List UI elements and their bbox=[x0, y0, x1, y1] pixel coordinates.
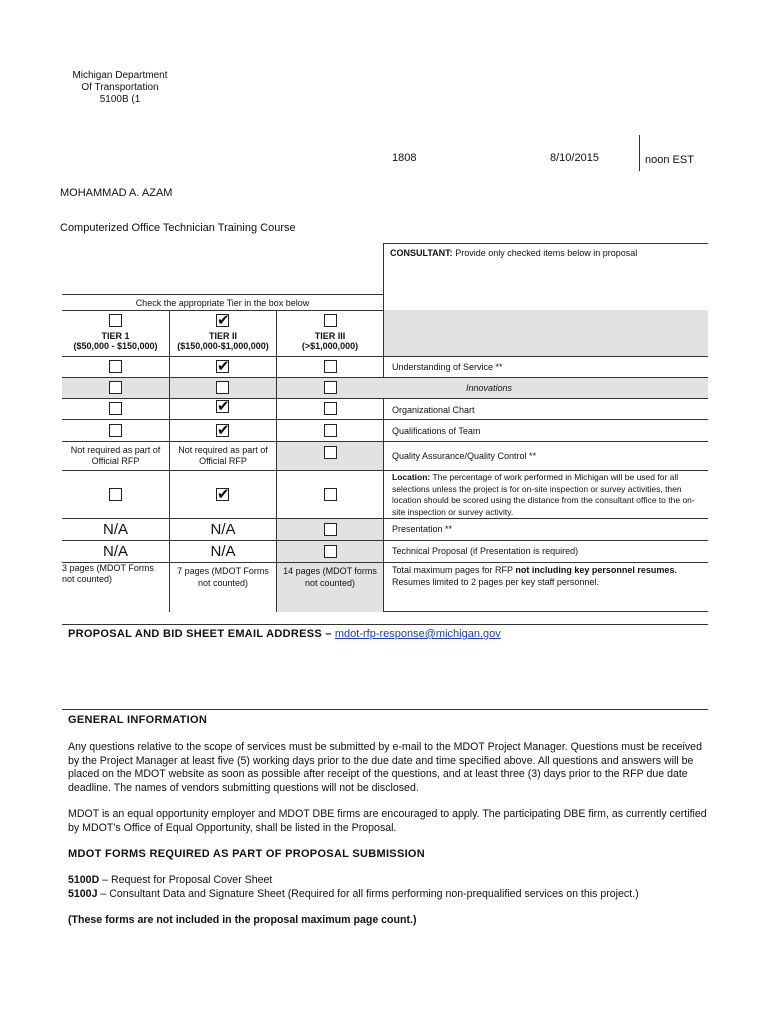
qualifications-label: Qualifications of Team bbox=[392, 426, 481, 436]
general-paragraph-2: MDOT is an equal opportunity employer and MDOT DBE firms are encouraged to apply. The participating DBE firm, as currently certified by MDOT's Office of Equal Opportunity, shall be listed in the Proposal. bbox=[68, 808, 707, 834]
location-tier1-checkbox[interactable] bbox=[109, 488, 122, 501]
email-top-rule bbox=[62, 624, 708, 625]
org-chart-tier2-checkbox[interactable] bbox=[216, 400, 229, 413]
innovations-tier3-checkbox[interactable] bbox=[324, 381, 337, 394]
row-rule-5 bbox=[62, 441, 708, 442]
innovations-label: Innovations bbox=[466, 383, 513, 393]
form-5100j-code: 5100J bbox=[68, 888, 98, 900]
table-top-rule bbox=[383, 243, 708, 244]
row-rule-3 bbox=[62, 398, 708, 399]
location-tier2-checkbox[interactable] bbox=[216, 488, 229, 501]
form-number: 5100B (1 bbox=[99, 94, 141, 105]
general-paragraph-1: Any questions relative to the scope of services must be submitted by e-mail to the MDOT Project Manager. Questions must be received by the Project Manager at least five (5) working days prior to the due date and time specified above. All questions and answers will be placed on the MDOT website as soon as possible after receipt of the questions, and at least three (3) days prior to the RFP due date deadline. The names of vendors submitting questions will not be disclosed. bbox=[68, 741, 702, 794]
row-rule-6 bbox=[62, 470, 708, 471]
pages-tier1: 3 pages (MDOT Forms not counted) bbox=[62, 563, 154, 584]
tier1-label bbox=[62, 331, 169, 351]
due-time-divider bbox=[639, 135, 640, 171]
understanding-label: Understanding of Service ** bbox=[392, 362, 503, 372]
tier-top-rule bbox=[62, 294, 383, 295]
pages-tier2: 7 pages (MDOT Forms not counted) bbox=[177, 566, 269, 588]
pages-label bbox=[392, 564, 704, 588]
location-label bbox=[392, 472, 704, 518]
tier3-label bbox=[277, 331, 383, 351]
row-rule-7 bbox=[62, 518, 708, 519]
technical-tier1-na: N/A bbox=[102, 543, 128, 560]
location-label-bold: Location: bbox=[392, 472, 431, 482]
table-bottom-rule bbox=[383, 611, 708, 612]
pages-tier3: 14 pages (MDOT forms not counted) bbox=[283, 566, 377, 588]
technical-tier2-na: N/A bbox=[210, 543, 236, 560]
tier3-checkbox[interactable] bbox=[324, 314, 337, 327]
due-date: 8/10/2015 bbox=[550, 152, 599, 164]
presentation-tier1-na: N/A bbox=[102, 521, 128, 538]
forms-note: (These forms are not included in the proposal maximum page count.) bbox=[68, 914, 417, 926]
location-tier3-checkbox[interactable] bbox=[324, 488, 337, 501]
form-5100d bbox=[68, 874, 708, 888]
technical-label: Technical Proposal (if Presentation is required) bbox=[392, 546, 579, 556]
innovations-tier1-checkbox[interactable] bbox=[109, 381, 122, 394]
row-rule-4 bbox=[62, 419, 708, 420]
technical-tier3-checkbox[interactable] bbox=[324, 545, 337, 558]
understanding-tier2-checkbox[interactable] bbox=[216, 360, 229, 373]
project-title: Computerized Office Technician Training Course bbox=[60, 222, 296, 234]
forms-heading: MDOT FORMS REQUIRED AS PART OF PROPOSAL SUBMISSION bbox=[68, 848, 426, 860]
qaqc-tier3-checkbox[interactable] bbox=[324, 446, 337, 459]
qaqc-label: Quality Assurance/Quality Control ** bbox=[392, 451, 537, 461]
understanding-tier3-checkbox[interactable] bbox=[324, 360, 337, 373]
row-rule-8 bbox=[62, 540, 708, 541]
email-link[interactable]: mdot-rfp-response@michigan.gov bbox=[334, 628, 501, 640]
tier2-label bbox=[170, 331, 276, 351]
location-label-text: The percentage of work performed in Michigan will be used for all selections unless the project is for on-site inspection or survey activities, then location should be scored using the distance from the consultant office to the on-site inspection or survey activity. bbox=[392, 472, 695, 517]
row-rule-2 bbox=[62, 377, 708, 378]
tier1-checkbox[interactable] bbox=[109, 314, 122, 327]
tier1-name: TIER 1 bbox=[101, 331, 130, 341]
org-chart-tier3-checkbox[interactable] bbox=[324, 402, 337, 415]
general-heading: GENERAL INFORMATION bbox=[68, 714, 208, 726]
tier1-range: ($50,000 - $150,000) bbox=[73, 341, 158, 351]
dept-line-1: Michigan Department bbox=[72, 70, 168, 81]
tier2-name: TIER II bbox=[208, 331, 237, 341]
consultant-text: Provide only checked items below in proposal bbox=[455, 248, 638, 258]
qualifications-tier3-checkbox[interactable] bbox=[324, 424, 337, 437]
tier-instruction: Check the appropriate Tier in the box below bbox=[135, 298, 310, 308]
form-5100d-text: – Request for Proposal Cover Sheet bbox=[102, 874, 273, 886]
understanding-tier1-checkbox[interactable] bbox=[109, 360, 122, 373]
general-top-rule bbox=[62, 709, 708, 710]
row-rule-1 bbox=[62, 356, 708, 357]
form-5100d-code: 5100D bbox=[68, 874, 100, 886]
org-chart-label: Organizational Chart bbox=[392, 405, 475, 415]
consultant-note bbox=[390, 248, 700, 258]
tier-header-shade bbox=[384, 310, 708, 356]
presentation-label: Presentation ** bbox=[392, 524, 453, 534]
email-line bbox=[68, 628, 501, 640]
consultant-label: CONSULTANT: bbox=[390, 248, 453, 258]
qualifications-tier1-checkbox[interactable] bbox=[109, 424, 122, 437]
pages-label-bold: not including key personnel resumes. bbox=[515, 565, 677, 575]
qualifications-tier2-checkbox[interactable] bbox=[216, 424, 229, 437]
project-manager: MOHAMMAD A. AZAM bbox=[60, 187, 173, 199]
tier3-range: (>$1,000,000) bbox=[301, 341, 359, 351]
pages-label-tail: Resumes limited to 2 pages per key staff personnel. bbox=[392, 577, 599, 587]
tier3-name: TIER III bbox=[314, 331, 346, 341]
dept-line-2: Of Transportation bbox=[81, 82, 159, 93]
tier2-range: ($150,000-$1,000,000) bbox=[177, 341, 269, 351]
org-chart-tier1-checkbox[interactable] bbox=[109, 402, 122, 415]
qaqc-tier1-note: Not required as part of Official RFP bbox=[70, 445, 161, 466]
presentation-tier3-checkbox[interactable] bbox=[324, 523, 337, 536]
qaqc-tier2-note: Not required as part of Official RFP bbox=[178, 445, 268, 466]
innovations-tier2-checkbox[interactable] bbox=[216, 381, 229, 394]
tier2-checkbox[interactable] bbox=[216, 314, 229, 327]
department-header bbox=[60, 70, 180, 106]
pages-label-text: Total maximum pages for RFP bbox=[392, 565, 513, 575]
table-divider bbox=[383, 243, 384, 612]
form-5100j bbox=[68, 888, 708, 902]
innovations-shade bbox=[62, 377, 708, 398]
email-label: PROPOSAL AND BID SHEET EMAIL ADDRESS – bbox=[68, 628, 332, 640]
due-time: noon EST bbox=[645, 154, 694, 166]
form-5100j-text: – Consultant Data and Signature Sheet (Required for all firms performing non-prequalified services on this project.) bbox=[100, 888, 639, 900]
presentation-tier2-na: N/A bbox=[210, 521, 236, 538]
rfp-number: 1808 bbox=[392, 152, 417, 164]
